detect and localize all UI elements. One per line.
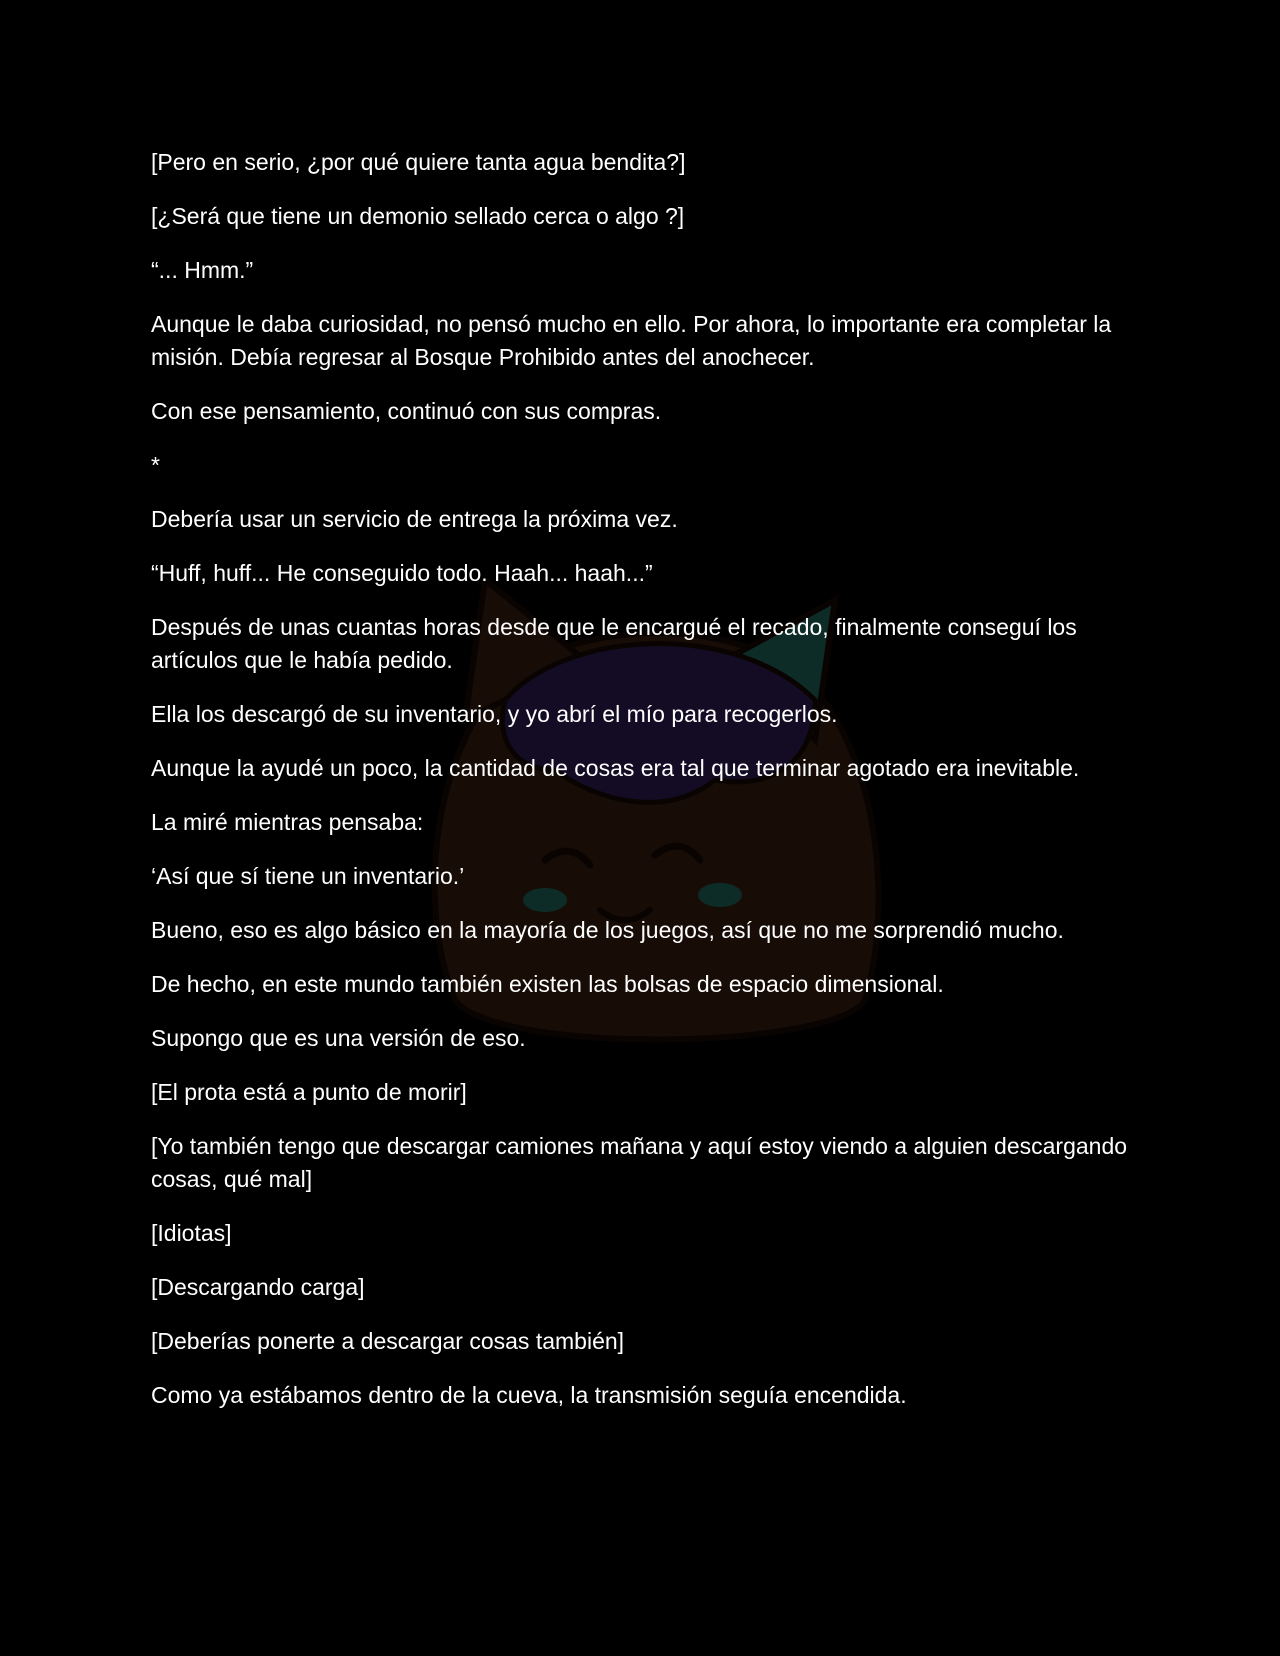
paragraph: Aunque le daba curiosidad, no pensó mucho en ello. Por ahora, lo importante era completar la misión. Debía regresar al Bosque Prohibido antes del anochecer. bbox=[151, 311, 1112, 370]
paragraph: Bueno, eso es algo básico en la mayoría de los juegos, así que no me sorprendió mucho. bbox=[151, 917, 1064, 943]
paragraph: Después de unas cuantas horas desde que le encargué el recado, finalmente conseguí los artículos que le había pedido. bbox=[151, 614, 1077, 673]
paragraph: Supongo que es una versión de eso. bbox=[151, 1025, 526, 1051]
paragraph: Ella los descargó de su inventario, y yo abrí el mío para recogerlos. bbox=[151, 701, 838, 727]
paragraph: [Descargando carga] bbox=[151, 1274, 365, 1300]
paragraph: [¿Será que tiene un demonio sellado cerca o algo ?] bbox=[151, 203, 685, 229]
paragraph: ‘Así que sí tiene un inventario.’ bbox=[151, 863, 465, 889]
paragraph: Como ya estábamos dentro de la cueva, la transmisión seguía encendida. bbox=[151, 1382, 907, 1408]
paragraph: “... Hmm.” bbox=[151, 257, 254, 283]
paragraph: [Idiotas] bbox=[151, 1220, 232, 1246]
paragraph: [Pero en serio, ¿por qué quiere tanta agua bendita?] bbox=[151, 149, 686, 175]
paragraph: [Yo también tengo que descargar camiones mañana y aquí estoy viendo a alguien descargando cosas, qué mal] bbox=[151, 1133, 1128, 1192]
paragraph: Debería usar un servicio de entrega la próxima vez. bbox=[151, 506, 678, 532]
paragraph: [Deberías ponerte a descargar cosas también] bbox=[151, 1328, 625, 1354]
text-body bbox=[151, 146, 1141, 1433]
scene-break: * bbox=[151, 452, 160, 478]
paragraph: Aunque la ayudé un poco, la cantidad de cosas era tal que terminar agotado era inevitable. bbox=[151, 755, 1080, 781]
paragraph: [El prota está a punto de morir] bbox=[151, 1079, 467, 1105]
paragraph: Con ese pensamiento, continuó con sus compras. bbox=[151, 398, 662, 424]
paragraph: “Huff, huff... He conseguido todo. Haah... haah...” bbox=[151, 560, 653, 586]
paragraph: De hecho, en este mundo también existen las bolsas de espacio dimensional. bbox=[151, 971, 944, 997]
paragraph: La miré mientras pensaba: bbox=[151, 809, 424, 835]
